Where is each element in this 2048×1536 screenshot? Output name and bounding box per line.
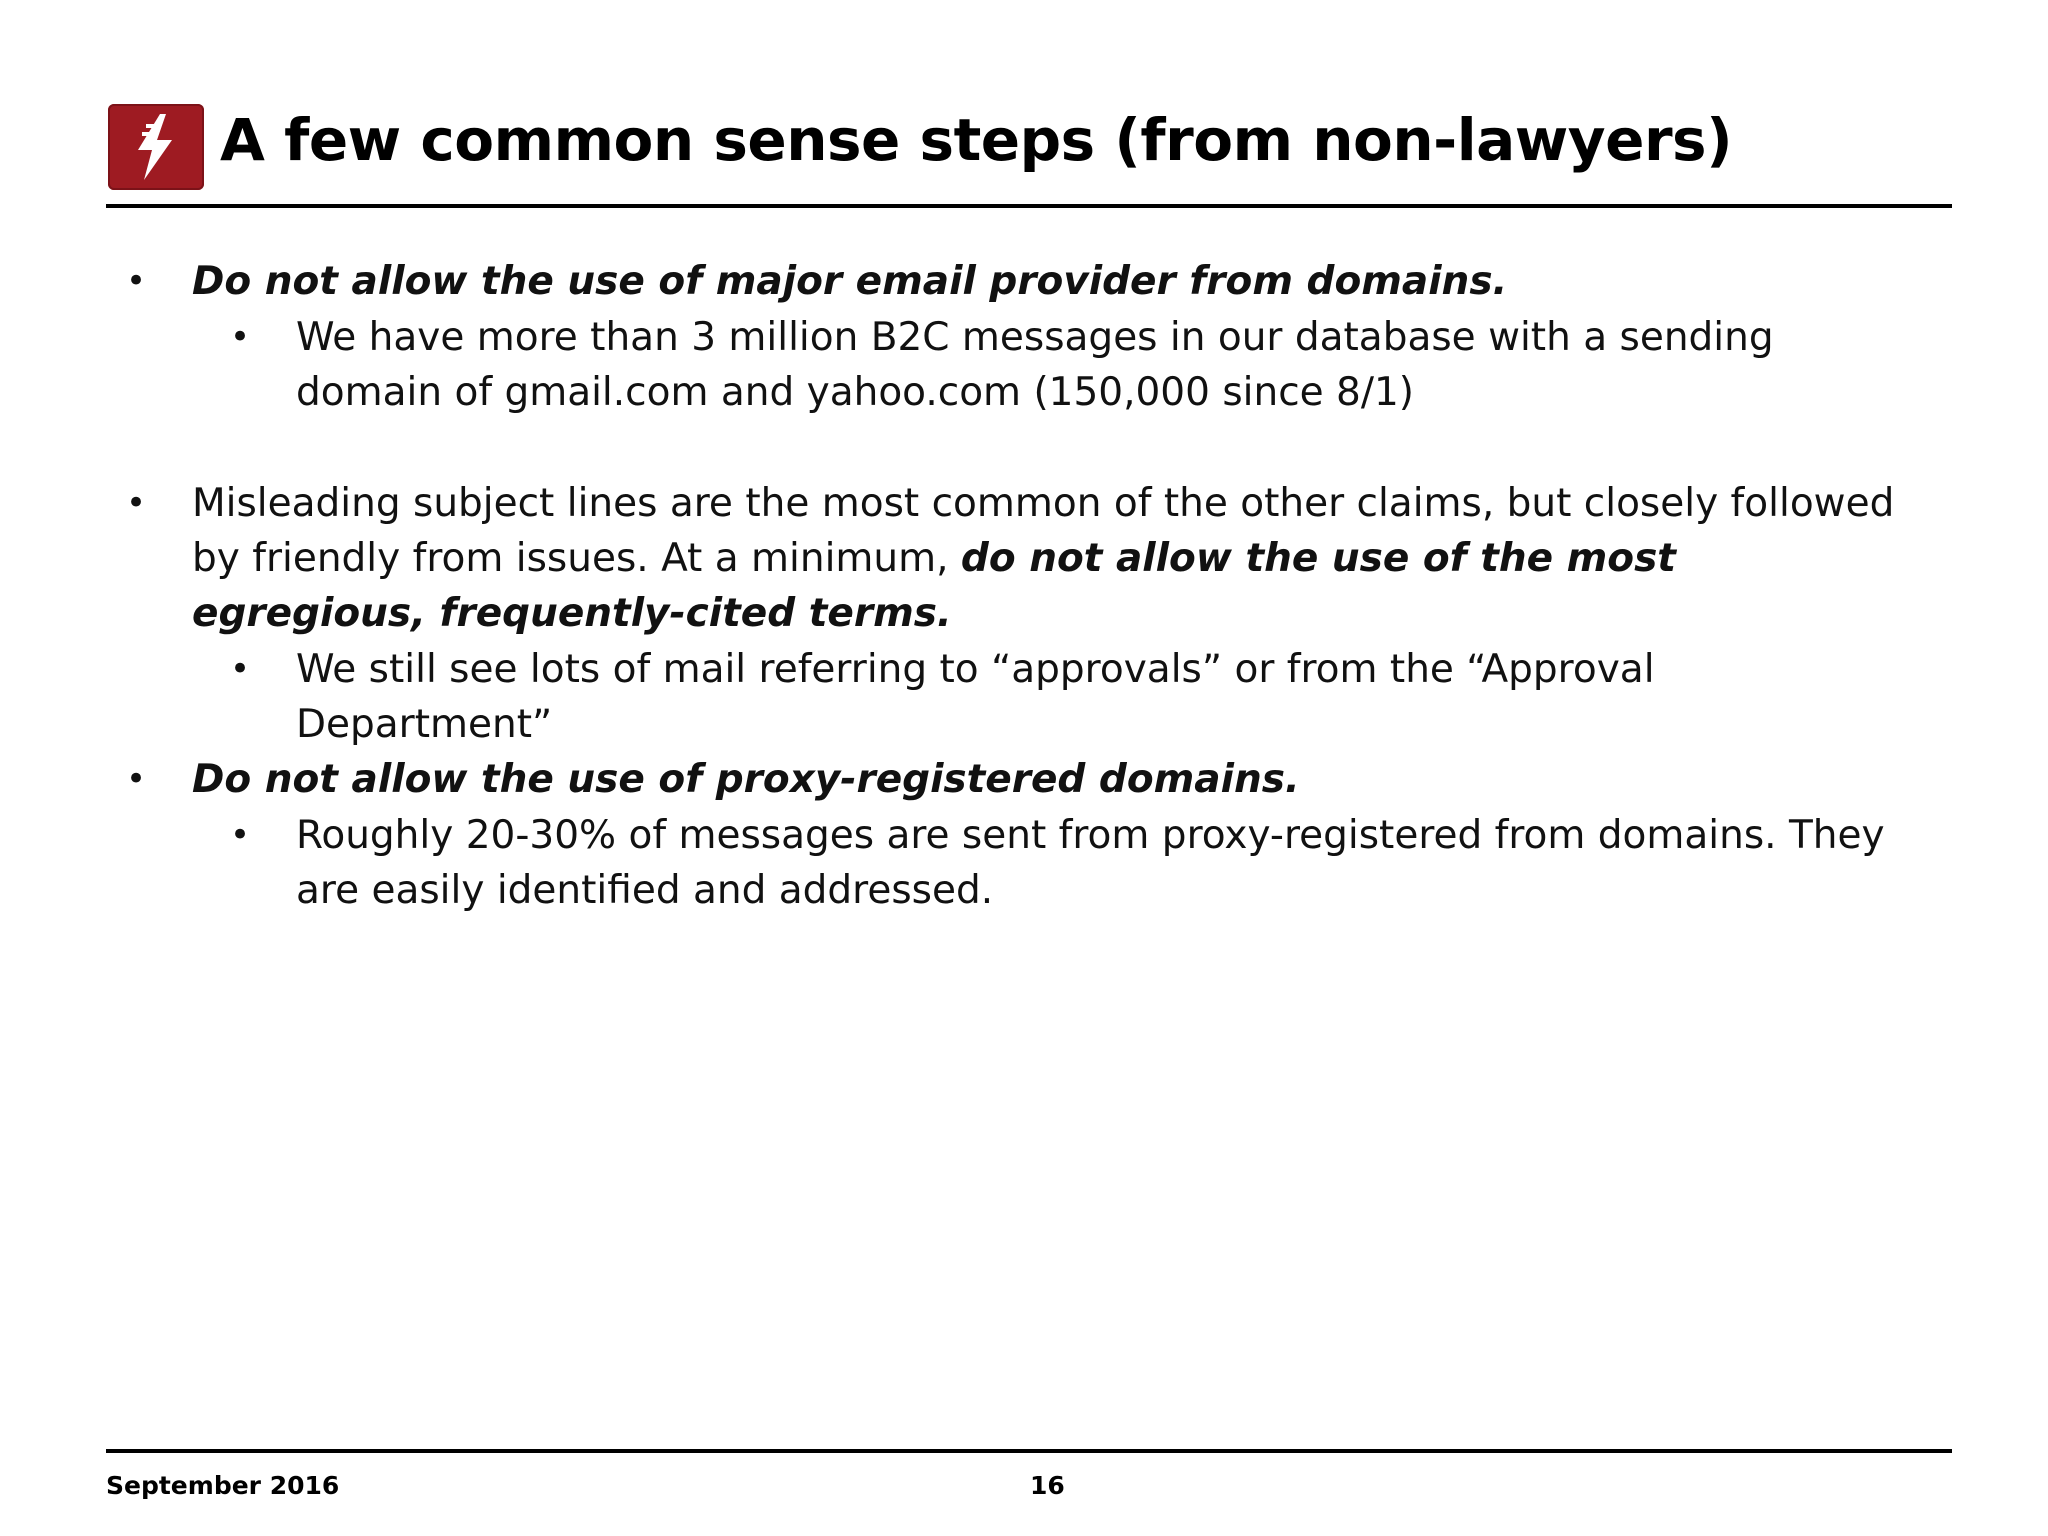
- logo: [108, 104, 204, 190]
- sub-bullet-text: We still see lots of mail referring to “approvals” or from the “Approval Department”: [296, 647, 1655, 747]
- footer-date: September 2016: [106, 1471, 340, 1500]
- bullet-emphasis: Do not allow the use of major email provider from domains.: [192, 259, 1508, 304]
- sub-bullet-item: [230, 310, 1916, 420]
- footer-divider: [106, 1449, 1952, 1453]
- bullet-marker: •: [126, 261, 147, 301]
- bullet-marker: •: [230, 317, 251, 357]
- sub-bullet-item: [230, 642, 1916, 752]
- page-number: 16: [1030, 1471, 1065, 1500]
- bullet-marker: •: [230, 815, 251, 855]
- sub-bullet-item: [230, 808, 1916, 918]
- header-divider: [106, 204, 1952, 208]
- lightning-bolt-icon: [108, 104, 204, 190]
- sub-bullet-text: Roughly 20-30% of messages are sent from proxy-registered from domains. They are easily identified and addressed.: [296, 813, 1885, 913]
- bullet-text: Misleading subject lines are the most common of the other claims, but closely followed by friendly from issues. At a minimum,: [192, 481, 1895, 581]
- bullet-item: [126, 476, 1912, 641]
- bullet-marker: •: [230, 649, 251, 689]
- slide-title: A few common sense steps (from non-lawyers): [220, 106, 1733, 174]
- bullet-item: [126, 752, 1912, 807]
- bullet-marker: •: [126, 759, 147, 799]
- sub-bullet-text: We have more than 3 million B2C messages in our database with a sending domain of gmail.com and yahoo.com (150,000 since 8/1): [296, 315, 1774, 415]
- bullet-emphasis: Do not allow the use of proxy-registered domains.: [192, 757, 1300, 802]
- bullet-marker: •: [126, 483, 147, 523]
- bullet-item: [126, 254, 1912, 309]
- bullet-emphasis: do not allow the use of the most egregious, frequently-cited terms.: [192, 536, 1676, 636]
